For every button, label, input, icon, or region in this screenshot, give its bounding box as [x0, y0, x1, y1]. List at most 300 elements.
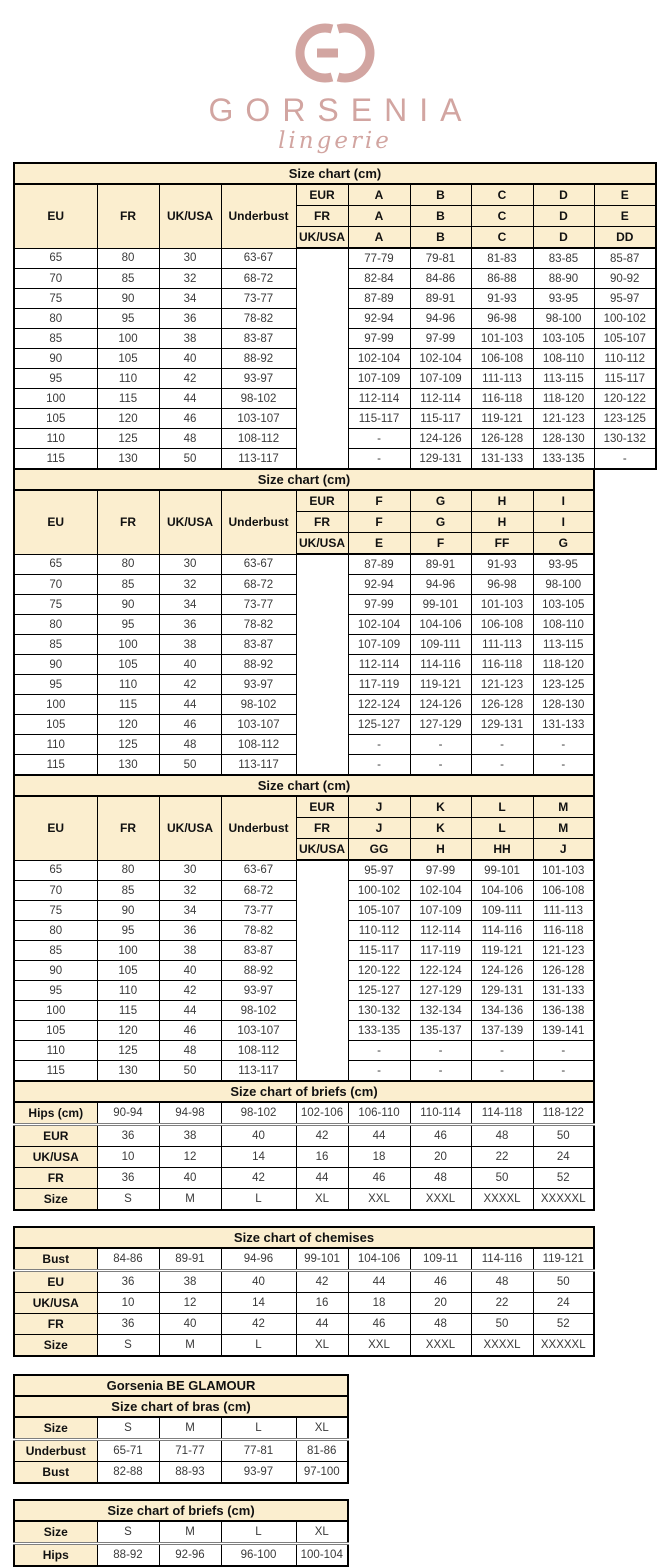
cup-measurement-cell: 94-96: [410, 575, 471, 595]
cup-measurement-cell: 122-124: [410, 961, 471, 981]
cup-size-header: G: [533, 533, 594, 555]
row-label: Hips (cm): [14, 1102, 97, 1125]
brand-logo: [0, 0, 670, 154]
value-cell: XXL: [348, 1335, 410, 1357]
cup-measurement-cell: 112-114: [410, 389, 471, 409]
value-cell: 90-94: [97, 1102, 159, 1125]
cup-measurement-cell: 102-104: [348, 349, 410, 369]
band-size-cell: 95: [14, 675, 97, 695]
cup-size-header: J: [533, 839, 594, 861]
cup-measurement-cell: 121-123: [533, 409, 594, 429]
band-size-cell: 125: [97, 1041, 159, 1061]
cup-measurement-cell: 129-131: [410, 449, 471, 470]
value-cell: 46: [348, 1314, 410, 1335]
table-title: Size chart of chemises: [14, 1227, 594, 1248]
band-size-cell: 68-72: [221, 575, 296, 595]
value-cell: M: [159, 1417, 221, 1440]
value-cell: 24: [533, 1147, 594, 1168]
band-size-cell: 108-112: [221, 429, 296, 449]
cup-size-header: E: [348, 533, 410, 555]
row-label: Size: [14, 1521, 97, 1544]
glamour-bras-size-chart: [13, 1374, 349, 1484]
cup-measurement-cell: 117-119: [348, 675, 410, 695]
value-cell: 77-81: [221, 1440, 296, 1462]
cup-system-label: UK/USA: [296, 839, 348, 861]
value-cell: 38: [159, 1271, 221, 1293]
band-size-cell: 68-72: [221, 269, 296, 289]
cup-size-header: B: [410, 184, 471, 206]
band-size-cell: 78-82: [221, 309, 296, 329]
value-cell: 119-121: [533, 1248, 594, 1271]
value-cell: XXXXL: [471, 1335, 533, 1357]
band-size-cell: 78-82: [221, 615, 296, 635]
band-size-cell: 93-97: [221, 675, 296, 695]
value-cell: 97-100: [296, 1462, 348, 1484]
cup-measurement-cell: 129-131: [471, 715, 533, 735]
band-size-cell: 90: [97, 289, 159, 309]
cup-measurement-cell: 133-135: [348, 1021, 410, 1041]
band-size-cell: 100: [14, 695, 97, 715]
value-cell: 44: [348, 1125, 410, 1147]
cup-measurement-cell: 110-112: [594, 349, 656, 369]
band-size-cell: 65: [14, 554, 97, 575]
value-cell: 42: [296, 1271, 348, 1293]
value-cell: 10: [97, 1293, 159, 1314]
value-cell: 36: [97, 1125, 159, 1147]
value-cell: 20: [410, 1293, 471, 1314]
cup-measurement-cell: -: [471, 735, 533, 755]
cup-measurement-cell: 136-138: [533, 1001, 594, 1021]
value-cell: 46: [410, 1125, 471, 1147]
value-cell: 50: [471, 1314, 533, 1335]
value-cell: 46: [348, 1168, 410, 1189]
value-cell: 48: [410, 1168, 471, 1189]
value-cell: M: [159, 1335, 221, 1357]
cup-measurement-cell: 127-129: [410, 715, 471, 735]
row-label: Size: [14, 1189, 97, 1211]
size-column-header: EU: [14, 796, 97, 860]
band-size-cell: 85: [14, 941, 97, 961]
cup-measurement-cell: 119-121: [471, 941, 533, 961]
spacer-cell: [296, 860, 348, 1081]
value-cell: 84-86: [97, 1248, 159, 1271]
table-title: Size chart (cm): [14, 469, 594, 490]
cup-measurement-cell: 124-126: [410, 429, 471, 449]
band-size-cell: 80: [97, 248, 159, 269]
band-size-cell: 32: [159, 575, 221, 595]
value-cell: 98-102: [221, 1102, 296, 1125]
band-size-cell: 30: [159, 554, 221, 575]
band-size-cell: 103-107: [221, 1021, 296, 1041]
value-cell: 12: [159, 1147, 221, 1168]
value-cell: 42: [221, 1314, 296, 1335]
cup-measurement-cell: -: [410, 1061, 471, 1082]
cup-measurement-cell: 110-112: [348, 921, 410, 941]
cup-measurement-cell: 115-117: [348, 941, 410, 961]
band-size-cell: 32: [159, 881, 221, 901]
value-cell: M: [159, 1521, 221, 1544]
band-size-cell: 48: [159, 429, 221, 449]
band-size-cell: 98-102: [221, 1001, 296, 1021]
band-size-cell: 103-107: [221, 409, 296, 429]
band-size-cell: 90: [97, 901, 159, 921]
band-size-cell: 93-97: [221, 369, 296, 389]
cup-measurement-cell: 121-123: [533, 941, 594, 961]
band-size-cell: 125: [97, 735, 159, 755]
cup-measurement-cell: 131-133: [471, 449, 533, 470]
cup-size-header: I: [533, 490, 594, 512]
band-size-cell: 113-117: [221, 1061, 296, 1082]
value-cell: 88-92: [97, 1544, 159, 1567]
value-cell: S: [97, 1335, 159, 1357]
cup-measurement-cell: 120-122: [348, 961, 410, 981]
cup-measurement-cell: 111-113: [471, 369, 533, 389]
cup-measurement-cell: -: [410, 735, 471, 755]
cup-measurement-cell: -: [533, 735, 594, 755]
cup-measurement-cell: 130-132: [594, 429, 656, 449]
band-size-cell: 83-87: [221, 941, 296, 961]
cup-measurement-cell: 81-83: [471, 248, 533, 269]
value-cell: 118-122: [533, 1102, 594, 1125]
cup-size-header: C: [471, 206, 533, 227]
band-size-cell: 78-82: [221, 921, 296, 941]
cup-system-label: EUR: [296, 184, 348, 206]
cup-measurement-cell: 97-99: [348, 329, 410, 349]
table-title: Size chart of briefs (cm): [14, 1500, 348, 1521]
band-size-cell: 38: [159, 635, 221, 655]
briefs-size-chart: [13, 1080, 595, 1211]
chemises-size-chart: [13, 1226, 595, 1357]
band-size-cell: 110: [97, 369, 159, 389]
band-size-cell: 95: [14, 981, 97, 1001]
cup-size-header: FF: [471, 533, 533, 555]
cup-measurement-cell: 139-141: [533, 1021, 594, 1041]
band-size-cell: 105: [14, 715, 97, 735]
value-cell: 16: [296, 1147, 348, 1168]
value-cell: 44: [296, 1314, 348, 1335]
value-cell: 24: [533, 1293, 594, 1314]
row-label: FR: [14, 1168, 97, 1189]
band-size-cell: 42: [159, 369, 221, 389]
value-cell: XXXL: [410, 1335, 471, 1357]
row-label: Hips: [14, 1544, 97, 1567]
band-size-cell: 100: [14, 1001, 97, 1021]
band-size-cell: 85: [14, 329, 97, 349]
band-size-cell: 50: [159, 1061, 221, 1082]
cup-measurement-cell: 101-103: [533, 860, 594, 881]
row-label: UK/USA: [14, 1293, 97, 1314]
value-cell: 104-106: [348, 1248, 410, 1271]
band-size-cell: 88-92: [221, 961, 296, 981]
spacer-cell: [296, 248, 348, 469]
band-size-cell: 100: [97, 635, 159, 655]
cup-size-header: H: [471, 512, 533, 533]
brand-monogram-icon: [272, 16, 398, 90]
value-cell: 109-11: [410, 1248, 471, 1271]
cup-measurement-cell: -: [471, 1041, 533, 1061]
row-label: Size: [14, 1417, 97, 1440]
band-size-cell: 100: [97, 329, 159, 349]
cup-measurement-cell: 135-137: [410, 1021, 471, 1041]
cup-size-header: C: [471, 184, 533, 206]
cup-measurement-cell: -: [348, 735, 410, 755]
cup-measurement-cell: 86-88: [471, 269, 533, 289]
value-cell: L: [221, 1417, 296, 1440]
band-size-cell: 115: [14, 755, 97, 776]
cup-measurement-cell: -: [471, 755, 533, 776]
band-size-cell: 46: [159, 409, 221, 429]
size-column-header: FR: [97, 796, 159, 860]
cup-measurement-cell: 98-100: [533, 309, 594, 329]
brand-tagline: lingerie: [278, 128, 392, 154]
value-cell: 82-88: [97, 1462, 159, 1484]
value-cell: 88-93: [159, 1462, 221, 1484]
band-size-cell: 125: [97, 429, 159, 449]
band-size-cell: 95: [14, 369, 97, 389]
value-cell: 50: [533, 1271, 594, 1293]
cup-measurement-cell: 123-125: [594, 409, 656, 429]
cup-measurement-cell: 107-109: [348, 369, 410, 389]
band-size-cell: 30: [159, 860, 221, 881]
band-size-cell: 36: [159, 615, 221, 635]
value-cell: 40: [221, 1125, 296, 1147]
value-cell: S: [97, 1417, 159, 1440]
cup-measurement-cell: 120-122: [594, 389, 656, 409]
cup-size-header: F: [348, 512, 410, 533]
band-size-cell: 40: [159, 349, 221, 369]
cup-system-label: FR: [296, 206, 348, 227]
row-label: FR: [14, 1314, 97, 1335]
bra-size-chart-cups-a-e: [13, 162, 657, 470]
cup-measurement-cell: 102-104: [410, 349, 471, 369]
cup-measurement-cell: 87-89: [348, 554, 410, 575]
cup-size-header: E: [594, 184, 656, 206]
band-size-cell: 68-72: [221, 881, 296, 901]
cup-measurement-cell: 127-129: [410, 981, 471, 1001]
band-size-cell: 105: [97, 655, 159, 675]
band-size-cell: 88-92: [221, 349, 296, 369]
cup-system-label: FR: [296, 512, 348, 533]
cup-measurement-cell: 124-126: [410, 695, 471, 715]
band-size-cell: 40: [159, 655, 221, 675]
cup-measurement-cell: -: [533, 1061, 594, 1082]
cup-measurement-cell: 98-100: [533, 575, 594, 595]
band-size-cell: 110: [14, 429, 97, 449]
band-size-cell: 63-67: [221, 248, 296, 269]
cup-measurement-cell: 105-107: [594, 329, 656, 349]
cup-measurement-cell: 134-136: [471, 1001, 533, 1021]
cup-measurement-cell: 95-97: [348, 860, 410, 881]
cup-measurement-cell: 131-133: [533, 715, 594, 735]
value-cell: 40: [159, 1168, 221, 1189]
cup-size-header: F: [410, 533, 471, 555]
band-size-cell: 46: [159, 1021, 221, 1041]
value-cell: 18: [348, 1293, 410, 1314]
value-cell: XL: [296, 1417, 348, 1440]
band-size-cell: 85: [97, 881, 159, 901]
value-cell: 42: [296, 1125, 348, 1147]
cup-measurement-cell: 115-117: [594, 369, 656, 389]
band-size-cell: 73-77: [221, 289, 296, 309]
cup-measurement-cell: 94-96: [410, 309, 471, 329]
row-label: Size: [14, 1335, 97, 1357]
cup-system-label: FR: [296, 818, 348, 839]
cup-measurement-cell: 97-99: [348, 595, 410, 615]
cup-size-header: D: [533, 227, 594, 249]
band-size-cell: 120: [97, 409, 159, 429]
cup-measurement-cell: 93-95: [533, 554, 594, 575]
band-size-cell: 70: [14, 269, 97, 289]
band-size-cell: 90: [97, 595, 159, 615]
cup-size-header: M: [533, 796, 594, 818]
value-cell: 38: [159, 1125, 221, 1147]
band-size-cell: 130: [97, 449, 159, 470]
table-title: Size chart (cm): [14, 163, 656, 184]
cup-measurement-cell: 123-125: [533, 675, 594, 695]
value-cell: 50: [471, 1168, 533, 1189]
cup-measurement-cell: 112-114: [410, 921, 471, 941]
band-size-cell: 130: [97, 1061, 159, 1082]
value-cell: M: [159, 1189, 221, 1211]
bra-size-chart-cups-f-i: [13, 468, 595, 776]
spacer-cell: [296, 554, 348, 775]
table-title: Size chart of briefs (cm): [14, 1081, 594, 1102]
band-size-cell: 108-112: [221, 1041, 296, 1061]
cup-measurement-cell: 90-92: [594, 269, 656, 289]
cup-measurement-cell: 92-94: [348, 309, 410, 329]
band-size-cell: 83-87: [221, 329, 296, 349]
band-size-cell: 34: [159, 595, 221, 615]
cup-size-header: M: [533, 818, 594, 839]
band-size-cell: 100: [14, 389, 97, 409]
cup-size-header: D: [533, 206, 594, 227]
value-cell: 42: [221, 1168, 296, 1189]
value-cell: 36: [97, 1314, 159, 1335]
cup-measurement-cell: 91-93: [471, 554, 533, 575]
cup-measurement-cell: 109-111: [471, 901, 533, 921]
size-column-header: UK/USA: [159, 490, 221, 554]
cup-measurement-cell: 128-130: [533, 695, 594, 715]
value-cell: 48: [471, 1125, 533, 1147]
value-cell: 99-101: [296, 1248, 348, 1271]
band-size-cell: 105: [14, 1021, 97, 1041]
cup-measurement-cell: 115-117: [348, 409, 410, 429]
cup-measurement-cell: 132-134: [410, 1001, 471, 1021]
value-cell: 20: [410, 1147, 471, 1168]
glamour-briefs-size-chart: [13, 1499, 349, 1567]
value-cell: 93-97: [221, 1462, 296, 1484]
band-size-cell: 75: [14, 289, 97, 309]
cup-measurement-cell: 104-106: [410, 615, 471, 635]
cup-measurement-cell: 111-113: [471, 635, 533, 655]
cup-system-label: EUR: [296, 490, 348, 512]
cup-measurement-cell: 95-97: [594, 289, 656, 309]
band-size-cell: 46: [159, 715, 221, 735]
cup-measurement-cell: 126-128: [471, 695, 533, 715]
row-label: EU: [14, 1271, 97, 1293]
value-cell: 40: [159, 1314, 221, 1335]
row-label: Bust: [14, 1462, 97, 1484]
cup-measurement-cell: 116-118: [471, 389, 533, 409]
cup-measurement-cell: 104-106: [471, 881, 533, 901]
band-size-cell: 42: [159, 981, 221, 1001]
value-cell: 94-98: [159, 1102, 221, 1125]
cup-measurement-cell: 122-124: [348, 695, 410, 715]
cup-measurement-cell: 103-105: [533, 329, 594, 349]
cup-size-header: L: [471, 818, 533, 839]
cup-measurement-cell: 137-139: [471, 1021, 533, 1041]
band-size-cell: 98-102: [221, 389, 296, 409]
cup-measurement-cell: 100-102: [594, 309, 656, 329]
band-size-cell: 120: [97, 1021, 159, 1041]
band-size-cell: 38: [159, 329, 221, 349]
value-cell: XXXXXL: [533, 1189, 594, 1211]
value-cell: 12: [159, 1293, 221, 1314]
cup-measurement-cell: -: [348, 755, 410, 776]
size-chart-stack: [13, 162, 670, 1567]
cup-size-header: B: [410, 206, 471, 227]
cup-measurement-cell: 128-130: [533, 429, 594, 449]
cup-measurement-cell: 97-99: [410, 329, 471, 349]
band-size-cell: 90: [14, 655, 97, 675]
band-size-cell: 108-112: [221, 735, 296, 755]
value-cell: S: [97, 1521, 159, 1544]
cup-size-header: DD: [594, 227, 656, 249]
value-cell: L: [221, 1189, 296, 1211]
cup-measurement-cell: 117-119: [410, 941, 471, 961]
band-size-cell: 50: [159, 755, 221, 776]
value-cell: 16: [296, 1293, 348, 1314]
cup-size-header: A: [348, 206, 410, 227]
cup-measurement-cell: 119-121: [471, 409, 533, 429]
value-cell: 48: [410, 1314, 471, 1335]
band-size-cell: 44: [159, 389, 221, 409]
value-cell: XXL: [348, 1189, 410, 1211]
value-cell: 102-106: [296, 1102, 348, 1125]
cup-measurement-cell: 84-86: [410, 269, 471, 289]
band-size-cell: 48: [159, 735, 221, 755]
cup-measurement-cell: 126-128: [533, 961, 594, 981]
band-size-cell: 34: [159, 289, 221, 309]
band-size-cell: 70: [14, 881, 97, 901]
cup-measurement-cell: 105-107: [348, 901, 410, 921]
cup-measurement-cell: -: [594, 449, 656, 470]
cup-size-header: D: [533, 184, 594, 206]
band-size-cell: 95: [97, 921, 159, 941]
cup-measurement-cell: 103-105: [533, 595, 594, 615]
band-size-cell: 32: [159, 269, 221, 289]
value-cell: 14: [221, 1147, 296, 1168]
band-size-cell: 105: [97, 961, 159, 981]
value-cell: XXXXXL: [533, 1335, 594, 1357]
cup-measurement-cell: 88-90: [533, 269, 594, 289]
cup-size-header: G: [410, 512, 471, 533]
cup-measurement-cell: -: [348, 429, 410, 449]
cup-size-header: K: [410, 818, 471, 839]
band-size-cell: 90: [14, 349, 97, 369]
cup-system-label: UK/USA: [296, 533, 348, 555]
cup-measurement-cell: 101-103: [471, 329, 533, 349]
band-size-cell: 73-77: [221, 901, 296, 921]
cup-measurement-cell: 87-89: [348, 289, 410, 309]
cup-measurement-cell: 114-116: [471, 921, 533, 941]
value-cell: 94-96: [221, 1248, 296, 1271]
cup-measurement-cell: 79-81: [410, 248, 471, 269]
cup-size-header: I: [533, 512, 594, 533]
cup-size-header: F: [348, 490, 410, 512]
cup-system-label: EUR: [296, 796, 348, 818]
cup-measurement-cell: 85-87: [594, 248, 656, 269]
